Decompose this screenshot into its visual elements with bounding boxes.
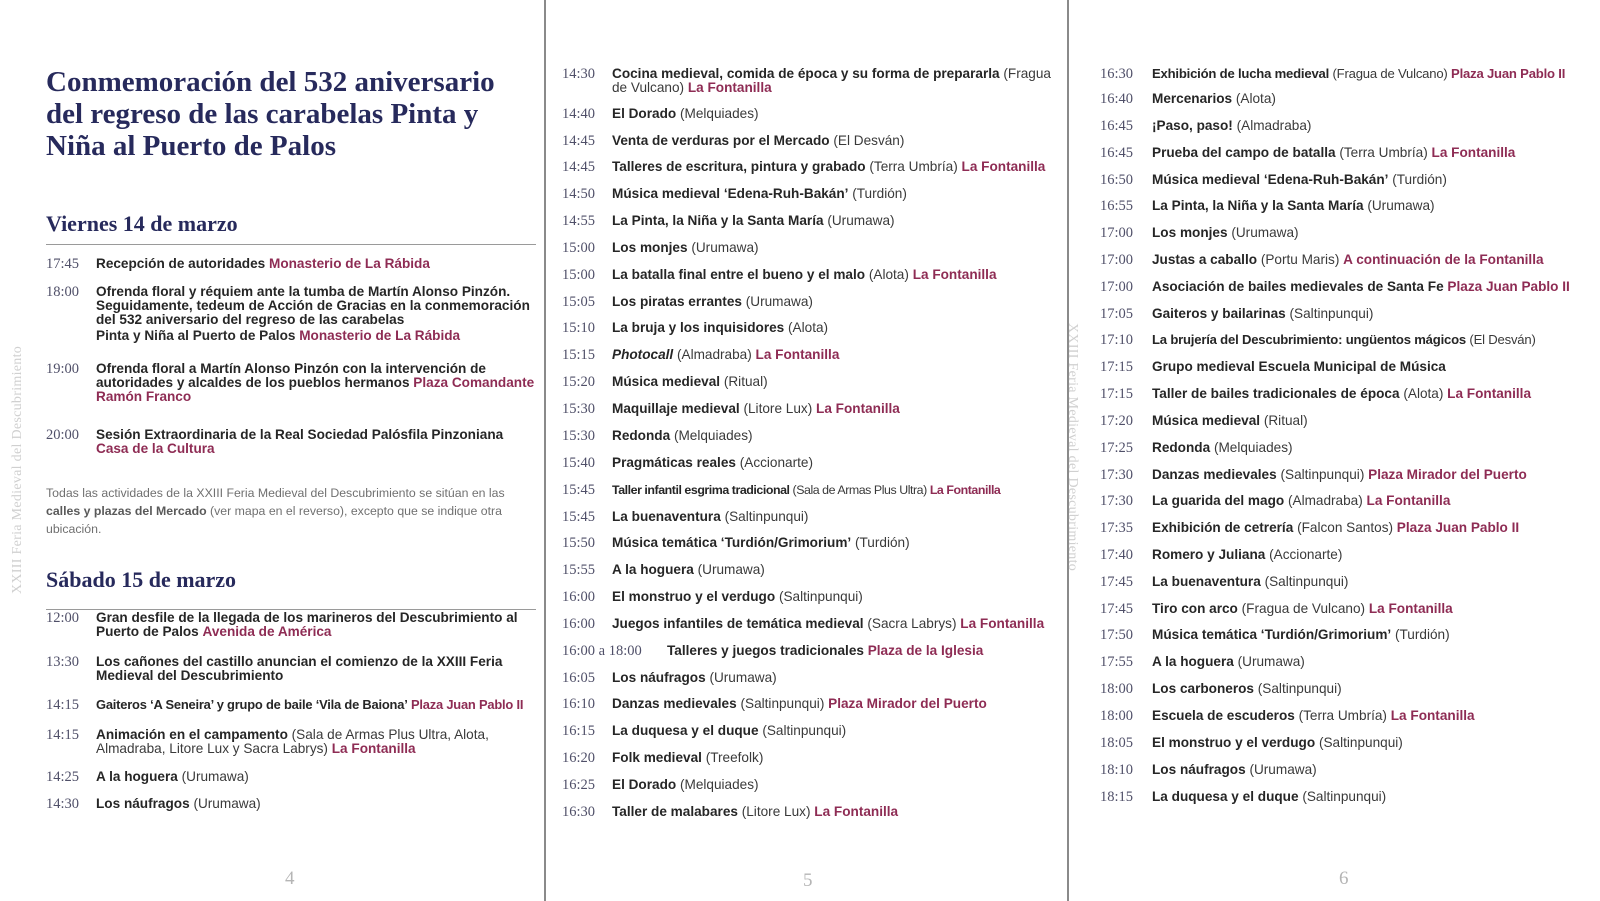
- event-item: [1100, 119, 1595, 133]
- event-venue: (Saltinpunqui): [762, 723, 847, 738]
- event-item: [1100, 709, 1595, 723]
- event-item: [562, 671, 1062, 685]
- event-location: La Fontanilla: [816, 401, 900, 416]
- event-title: Taller infantil esgrima tradicional: [612, 483, 790, 497]
- event-venue: (Urumawa): [745, 294, 813, 309]
- event-title: Asociación de bailes medievales de Santa Fe: [1152, 279, 1444, 294]
- event-venue: (Terra Umbría): [1298, 708, 1387, 723]
- event-venue: (Fragua de Vulcano): [1332, 66, 1448, 81]
- event-item: [1100, 602, 1595, 616]
- event-time: 16:25: [562, 777, 596, 793]
- event-time: 16:45: [1100, 118, 1134, 134]
- event-item: [46, 698, 540, 712]
- event-venue: (Urumawa): [181, 769, 249, 784]
- event-time: 17:15: [1100, 386, 1134, 402]
- event-time: 18:10: [1100, 762, 1134, 778]
- event-time: 15:45: [562, 482, 596, 498]
- event-venue: (Melquiades): [673, 428, 753, 443]
- event-title: Juegos infantiles de temática medieval: [612, 616, 864, 631]
- event-venue: (Litore Lux): [741, 804, 811, 819]
- event-time: 17:00: [1100, 279, 1134, 295]
- event-time: 12:00: [46, 610, 80, 626]
- event-time: 17:15: [1100, 359, 1134, 375]
- event-venue: (Almadraba): [676, 347, 752, 362]
- event-title: Tiro con arco: [1152, 601, 1238, 616]
- event-location: La Fontanilla: [961, 159, 1046, 174]
- event-venue: (Urumawa): [1249, 762, 1317, 777]
- event-venue: (Sacra Labrys): [867, 616, 957, 631]
- event-venue: (Melquiades): [679, 106, 759, 121]
- event-venue: (Saltinpunqui): [1302, 789, 1387, 804]
- event-time: 15:45: [562, 509, 596, 525]
- event-venue: (Almadraba): [1236, 118, 1312, 133]
- event-location: La Fontanilla: [1368, 601, 1453, 616]
- event-venue: (Urumawa): [827, 213, 895, 228]
- event-time: 16:30: [1100, 66, 1134, 82]
- event-location: Plaza Mirador del Puerto: [828, 696, 987, 711]
- event-item: [1100, 199, 1595, 213]
- event-item: [562, 697, 1062, 711]
- event-time: 17:45: [1100, 601, 1134, 617]
- event-title: Música medieval ‘Edena-Ruh-Bakán’: [612, 186, 849, 201]
- event-venue: (Saltinpunqui): [778, 589, 863, 604]
- event-item: [562, 536, 1062, 550]
- page-title: Conmemoración del 532 aniversario del regreso de las carabelas Pinta y Niña al Puerto de Palos: [46, 66, 495, 162]
- event-venue: (Alota): [868, 267, 909, 282]
- event-time: 15:00: [562, 267, 596, 283]
- event-time: 14:55: [562, 213, 596, 229]
- event-item: [46, 728, 540, 756]
- event-title: La duquesa y el duque: [1152, 789, 1299, 804]
- event-item: [562, 456, 1062, 470]
- event-item: [1100, 387, 1595, 401]
- event-time: 17:45: [1100, 574, 1134, 590]
- event-item: [562, 268, 1062, 282]
- event-item: [46, 362, 540, 404]
- event-item: [562, 107, 1062, 121]
- event-title: A la hoguera: [96, 769, 178, 784]
- event-time: 17:35: [1100, 520, 1134, 536]
- event-item: [562, 617, 1062, 631]
- event-title: Los monjes: [1152, 225, 1228, 240]
- event-time: 14:25: [46, 769, 80, 785]
- event-venue: (Urumawa): [709, 670, 777, 685]
- event-venue: (El Desván): [1469, 332, 1536, 347]
- page-divider: [544, 0, 546, 901]
- event-time: 20:00: [46, 427, 80, 443]
- event-title: A la hoguera: [612, 562, 694, 577]
- event-venue: (Alota): [788, 320, 829, 335]
- event-location: Monasterio de La Rábida: [299, 328, 461, 343]
- event-item: [46, 611, 540, 639]
- event-title: Pinta y Niña al Puerto de Palos: [96, 328, 296, 343]
- event-time: 16:20: [562, 750, 596, 766]
- event-item: [562, 778, 1062, 792]
- event-title: Gaiteros ‘A Seneira’ y grupo de baile ‘Vila de Baiona’: [96, 697, 408, 712]
- page-number: 6: [1339, 868, 1349, 889]
- event-time: 14:30: [46, 796, 80, 812]
- event-title: Cocina medieval, comida de época y su forma de prepararla: [612, 66, 1000, 81]
- event-venue: (Saltinpunqui): [1318, 735, 1403, 750]
- event-item: [46, 655, 540, 683]
- event-title: Venta de verduras por el Mercado: [612, 133, 830, 148]
- event-title: Pragmáticas reales: [612, 455, 736, 470]
- event-item: [1100, 468, 1595, 482]
- event-title: Danzas medievales: [1152, 467, 1277, 482]
- event-time: 18:15: [1100, 789, 1134, 805]
- event-title: Maquillaje medieval: [612, 401, 740, 416]
- event-time: 16:15: [562, 723, 596, 739]
- event-title: Escuela de escuderos: [1152, 708, 1295, 723]
- event-venue: (Turdión): [1392, 172, 1447, 187]
- page-number: 4: [285, 868, 295, 889]
- event-item: [1100, 790, 1595, 804]
- event-title: Mercenarios: [1152, 91, 1233, 106]
- event-title: Música medieval ‘Edena-Ruh-Bakán’: [1152, 172, 1389, 187]
- event-venue: (Fragua de Vulcano): [1241, 601, 1366, 616]
- event-title: Photocall: [612, 347, 674, 362]
- event-item: [1100, 307, 1595, 321]
- event-item: [46, 257, 540, 271]
- event-location: La Fontanilla: [331, 741, 416, 756]
- event-title: Redonda: [1152, 440, 1211, 455]
- event-item: [1100, 575, 1595, 589]
- event-item: [1100, 736, 1595, 750]
- event-item: [562, 590, 1062, 604]
- event-venue: (Urumawa): [193, 796, 261, 811]
- event-time: 17:45: [46, 256, 80, 272]
- event-location: A continuación de la Fontanilla: [1343, 252, 1544, 267]
- event-time: 17:30: [1100, 493, 1134, 509]
- event-item: [562, 563, 1062, 577]
- event-item: [1100, 173, 1595, 187]
- event-venue: (Saltinpunqui): [724, 509, 809, 524]
- event-location: Plaza Juan Pablo II: [1451, 66, 1566, 81]
- event-title: Justas a caballo: [1152, 252, 1258, 267]
- event-item: [562, 321, 1062, 335]
- event-location: Plaza Comandante Ramón Franco: [96, 375, 535, 404]
- event-title: Exhibición de lucha medieval: [1152, 66, 1330, 81]
- event-title: La duquesa y el duque: [612, 723, 759, 738]
- event-title: Talleres de escritura, pintura y grabado: [612, 159, 866, 174]
- event-item: [1100, 628, 1595, 642]
- event-time: 15:40: [562, 455, 596, 471]
- event-item: [1100, 146, 1595, 160]
- event-title: Exhibición de cetrería: [1152, 520, 1294, 535]
- event-item: [562, 510, 1062, 524]
- event-item: [562, 295, 1062, 309]
- heading-rule: [46, 244, 536, 245]
- event-item: [1100, 521, 1595, 535]
- event-location: Plaza Juan Pablo II: [1396, 520, 1520, 535]
- event-title: La bruja y los inquisidores: [612, 320, 785, 335]
- event-item: [1100, 763, 1595, 777]
- event-title: Folk medieval: [612, 750, 702, 765]
- event-time: 13:30: [46, 654, 80, 670]
- event-time: 17:40: [1100, 547, 1134, 563]
- event-time: 18:05: [1100, 735, 1134, 751]
- event-title: Música temática ‘Turdión/Grimorium’: [1152, 627, 1392, 642]
- event-time: 18:00: [46, 284, 80, 300]
- event-title: La Pinta, la Niña y la Santa María: [612, 213, 824, 228]
- event-time: 15:00: [562, 240, 596, 256]
- event-item: [562, 402, 1062, 416]
- event-item: [562, 375, 1062, 389]
- venue-note: Todas las actividades de la XXIII Feria Medieval del Descubrimiento se sitúan en las calles y plazas del Mercado (ver mapa en el reverso), excepto que se indique otra ubicación.: [46, 486, 505, 536]
- event-title: Recepción de autoridades: [96, 256, 266, 271]
- event-item: [46, 797, 540, 811]
- event-time: 16:45: [1100, 145, 1134, 161]
- event-venue: (Accionarte): [1269, 547, 1343, 562]
- event-time: 18:00: [1100, 681, 1134, 697]
- event-time: 17:30: [1100, 467, 1134, 483]
- event-item: [1100, 414, 1595, 428]
- event-item: [562, 724, 1062, 738]
- event-title: El monstruo y el verdugo: [612, 589, 776, 604]
- event-title: Gran desfile de la llegada de los marineros del Descubrimiento al Puerto de Palos: [96, 610, 518, 639]
- event-time: 17:10: [1100, 332, 1134, 348]
- event-venue: (Melquiades): [679, 777, 759, 792]
- event-venue: (Urumawa): [697, 562, 765, 577]
- event-time: 17:05: [1100, 306, 1134, 322]
- event-title: La buenaventura: [1152, 574, 1261, 589]
- day-heading-saturday: Sábado 15 de marzo: [46, 567, 237, 592]
- event-time: 14:45: [562, 159, 596, 175]
- event-venue: (El Desván): [833, 133, 905, 148]
- event-title: Grupo medieval Escuela Municipal de Música: [1152, 359, 1446, 374]
- event-location: La Fontanilla: [929, 483, 1001, 497]
- event-venue: (Alota): [1235, 91, 1276, 106]
- event-time: 16:10: [562, 696, 596, 712]
- event-time: 14:30: [562, 66, 596, 82]
- event-venue: (Urumawa): [1231, 225, 1299, 240]
- event-location: Plaza de la Iglesia: [867, 643, 984, 658]
- event-item: [1100, 655, 1595, 669]
- event-title: Música medieval: [612, 374, 721, 389]
- event-time: 14:40: [562, 106, 596, 122]
- event-title: Los piratas errantes: [612, 294, 742, 309]
- event-location: La Fontanilla: [814, 804, 899, 819]
- event-title: Talleres y juegos tradicionales: [667, 643, 864, 658]
- event-venue: (Urumawa): [1237, 654, 1305, 669]
- event-item: [562, 751, 1062, 765]
- event-item: [562, 67, 1062, 95]
- event-venue: (Ritual): [1263, 413, 1308, 428]
- event-item: [1100, 360, 1595, 374]
- event-item: [562, 214, 1062, 228]
- event-title: El Dorado: [612, 777, 677, 792]
- event-venue: (Turdión): [854, 535, 910, 550]
- event-venue: (Turdión): [852, 186, 907, 201]
- event-time: 16:50: [1100, 172, 1134, 188]
- event-venue: (Terra Umbría): [869, 159, 958, 174]
- event-title: El Dorado: [612, 106, 677, 121]
- event-item: [562, 805, 1062, 819]
- event-venue: (Saltinpunqui): [740, 696, 825, 711]
- event-venue: (Saltinpunqui): [1264, 574, 1349, 589]
- event-venue: (Almadraba): [1287, 493, 1363, 508]
- event-time: 16:05: [562, 670, 596, 686]
- event-title: Animación en el campamento: [96, 727, 288, 742]
- event-item: [1100, 333, 1595, 347]
- event-venue: (Alota): [1403, 386, 1444, 401]
- event-item: [562, 241, 1062, 255]
- event-time: 15:30: [562, 428, 596, 444]
- event-title: La guarida del mago: [1152, 493, 1285, 508]
- page-number: 5: [803, 870, 813, 891]
- event-venue: (Melquiades): [1213, 440, 1293, 455]
- event-time: 14:50: [562, 186, 596, 202]
- event-venue: (Saltinpunqui): [1257, 681, 1342, 696]
- event-location: La Fontanilla: [1390, 708, 1475, 723]
- event-title: Los cañones del castillo anuncian el comienzo de la XXIII Feria Medieval del Descubrimiento: [96, 654, 503, 683]
- event-venue: (Saltinpunqui): [1280, 467, 1365, 482]
- event-item: [562, 160, 1062, 174]
- event-title: ¡Paso, paso!: [1152, 118, 1233, 133]
- event-location: La Fontanilla: [1447, 386, 1532, 401]
- event-item: [562, 134, 1062, 148]
- event-time: 16:55: [1100, 198, 1134, 214]
- event-continuation: [96, 329, 460, 343]
- event-item: [46, 285, 540, 327]
- event-time: 17:00: [1100, 225, 1134, 241]
- event-location: La Fontanilla: [912, 267, 997, 282]
- event-time: 15:55: [562, 562, 596, 578]
- event-title: Los náufragos: [96, 796, 190, 811]
- event-title: Los monjes: [612, 240, 688, 255]
- event-time: 15:10: [562, 320, 596, 336]
- event-time: 14:15: [46, 697, 80, 713]
- event-item: [562, 429, 1062, 443]
- event-title: Taller de bailes tradicionales de época: [1152, 386, 1400, 401]
- event-time: 19:00: [46, 361, 80, 377]
- event-time: 16:00 a 18:00: [562, 643, 642, 659]
- event-title: Romero y Juliana: [1152, 547, 1266, 562]
- event-venue: (Portu Maris): [1260, 252, 1340, 267]
- event-title: Sesión Extraordinaria de la Real Sociedad Palósfila Pinzoniana: [96, 427, 504, 442]
- event-time: 17:00: [1100, 252, 1134, 268]
- event-title: El monstruo y el verdugo: [1152, 735, 1316, 750]
- event-title: Música temática ‘Turdión/Grimorium’: [612, 535, 852, 550]
- event-location: Plaza Juan Pablo II: [1447, 279, 1570, 294]
- event-title: A la hoguera: [1152, 654, 1234, 669]
- event-title: Ofrenda floral y réquiem ante la tumba de Martín Alonso Pinzón. Seguidamente, tedeum de Acción de Gracias en la conmemoración del 532 aniversario del regreso de las carabelas: [96, 284, 530, 327]
- event-time: 15:30: [562, 401, 596, 417]
- event-location: Plaza Juan Pablo II: [410, 697, 524, 712]
- event-time: 14:45: [562, 133, 596, 149]
- event-time: 18:00: [1100, 708, 1134, 724]
- event-title: Gaiteros y bailarinas: [1152, 306, 1286, 321]
- event-title: Los carboneros: [1152, 681, 1254, 696]
- event-venue: (Fragua de Vulcano): [612, 66, 1051, 95]
- event-time: 16:40: [1100, 91, 1134, 107]
- event-time: 17:20: [1100, 413, 1134, 429]
- event-title: La batalla final entre el bueno y el malo: [612, 267, 866, 282]
- side-text: XXIII Feria Medieval del Descubrimiento: [1065, 323, 1080, 572]
- event-title: Los náufragos: [612, 670, 706, 685]
- event-venue: (Terra Umbría): [1339, 145, 1428, 160]
- event-venue: (Urumawa): [1367, 198, 1435, 213]
- event-item: [562, 483, 1062, 497]
- event-item: [562, 187, 1062, 201]
- event-venue: (Turdión): [1394, 627, 1450, 642]
- event-title: Prueba del campo de batalla: [1152, 145, 1336, 160]
- event-time: 16:00: [562, 589, 596, 605]
- event-item: [1100, 494, 1595, 508]
- event-item: [1100, 441, 1595, 455]
- event-item: [1100, 548, 1595, 562]
- event-venue: (Ritual): [723, 374, 768, 389]
- event-time: 17:25: [1100, 440, 1134, 456]
- day-heading-friday: Viernes 14 de marzo: [46, 211, 238, 236]
- event-venue: (Treefolk): [705, 750, 764, 765]
- event-venue: (Accionarte): [739, 455, 813, 470]
- event-title: Redonda: [612, 428, 671, 443]
- event-time: 16:30: [562, 804, 596, 820]
- event-item: [1100, 280, 1595, 294]
- event-venue: (Sala de Armas Plus Ultra, Alota, Almadraba, Litore Lux y Sacra Labrys): [96, 727, 489, 756]
- event-time: 15:05: [562, 294, 596, 310]
- event-title: Los náufragos: [1152, 762, 1246, 777]
- event-location: Avenida de América: [202, 624, 332, 639]
- event-title: Música medieval: [1152, 413, 1261, 428]
- event-title: La buenaventura: [612, 509, 721, 524]
- event-title: La Pinta, la Niña y la Santa María: [1152, 198, 1364, 213]
- event-venue: (Saltinpunqui): [1289, 306, 1374, 321]
- event-time: 14:15: [46, 727, 80, 743]
- event-title: Danzas medievales: [612, 696, 737, 711]
- event-location: Casa de la Cultura: [96, 441, 215, 456]
- event-item: [1100, 682, 1595, 696]
- side-text: XXIII Feria Medieval del Descubrimiento: [10, 345, 25, 594]
- event-location: Monasterio de La Rábida: [269, 256, 430, 271]
- event-venue: (Falcon Santos): [1297, 520, 1394, 535]
- event-time: 17:50: [1100, 627, 1134, 643]
- event-item: [1100, 67, 1595, 81]
- event-item: [562, 348, 1062, 362]
- event-time: 15:50: [562, 535, 596, 551]
- event-location: La Fontanilla: [687, 80, 772, 95]
- event-item: [1100, 226, 1595, 240]
- event-item: [46, 770, 540, 784]
- event-location: La Fontanilla: [1431, 145, 1516, 160]
- event-time: 16:00: [562, 616, 596, 632]
- event-time: 15:20: [562, 374, 596, 390]
- event-location: Plaza Mirador del Puerto: [1368, 467, 1527, 482]
- event-time: 17:55: [1100, 654, 1134, 670]
- event-location: La Fontanilla: [1366, 493, 1451, 508]
- event-location: La Fontanilla: [755, 347, 840, 362]
- event-item: [1100, 253, 1595, 267]
- event-venue: (Litore Lux): [743, 401, 813, 416]
- event-item: [1100, 92, 1595, 106]
- event-venue: (Urumawa): [691, 240, 759, 255]
- event-title: La brujería del Descubrimiento: ungüentos mágicos: [1152, 332, 1466, 347]
- event-title: Taller de malabares: [612, 804, 738, 819]
- event-location: La Fontanilla: [960, 616, 1045, 631]
- event-venue: (Sala de Armas Plus Ultra): [792, 483, 927, 497]
- event-title: Ofrenda floral a Martín Alonso Pinzón con la intervención de autoridades y alcaldes de los pueblos hermanos: [96, 361, 486, 390]
- event-time: 15:15: [562, 347, 596, 363]
- event-item: [46, 428, 540, 456]
- event-item: [562, 644, 1062, 658]
